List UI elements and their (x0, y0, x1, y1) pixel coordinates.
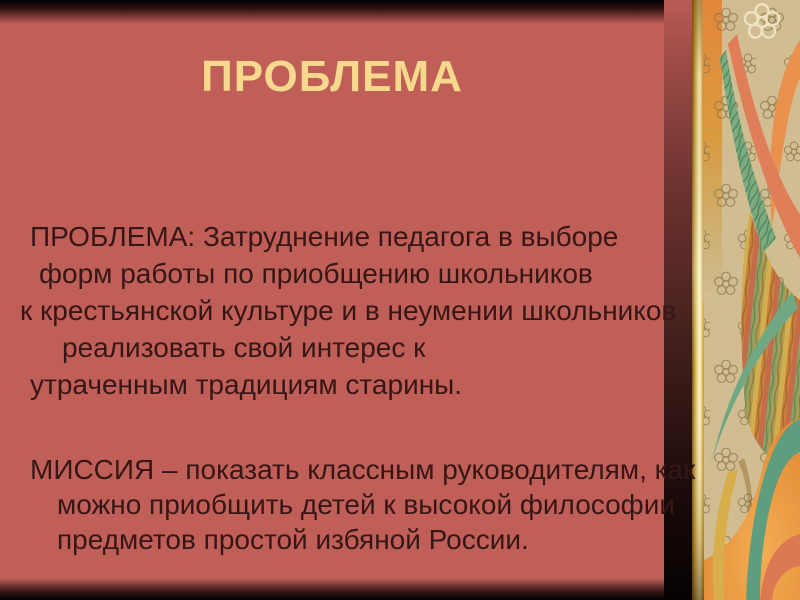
bottom-shadow-band (0, 578, 668, 600)
problem-text-block (0, 218, 676, 403)
slide-title: ПРОБЛЕМА (201, 52, 463, 101)
text-line: ПРОБЛЕМА: Затруднение педагога в выборе (30, 221, 619, 252)
text-line: можно приобщить детей к высокой философии (57, 489, 675, 520)
text-line: к крестьянской культуре и в неумении школьников (20, 295, 677, 326)
top-shadow-band (0, 0, 668, 24)
mission-text-block (0, 452, 695, 557)
text-line: реализовать свой интерес к (62, 332, 426, 363)
text-line: форм работы по приобщению школьников (39, 258, 593, 289)
text-line: МИССИЯ – показать классным руководителям, как (30, 454, 696, 485)
text-line: утраченным традициям старины. (30, 369, 463, 400)
text-line: предметов простой избяной России. (57, 524, 529, 555)
